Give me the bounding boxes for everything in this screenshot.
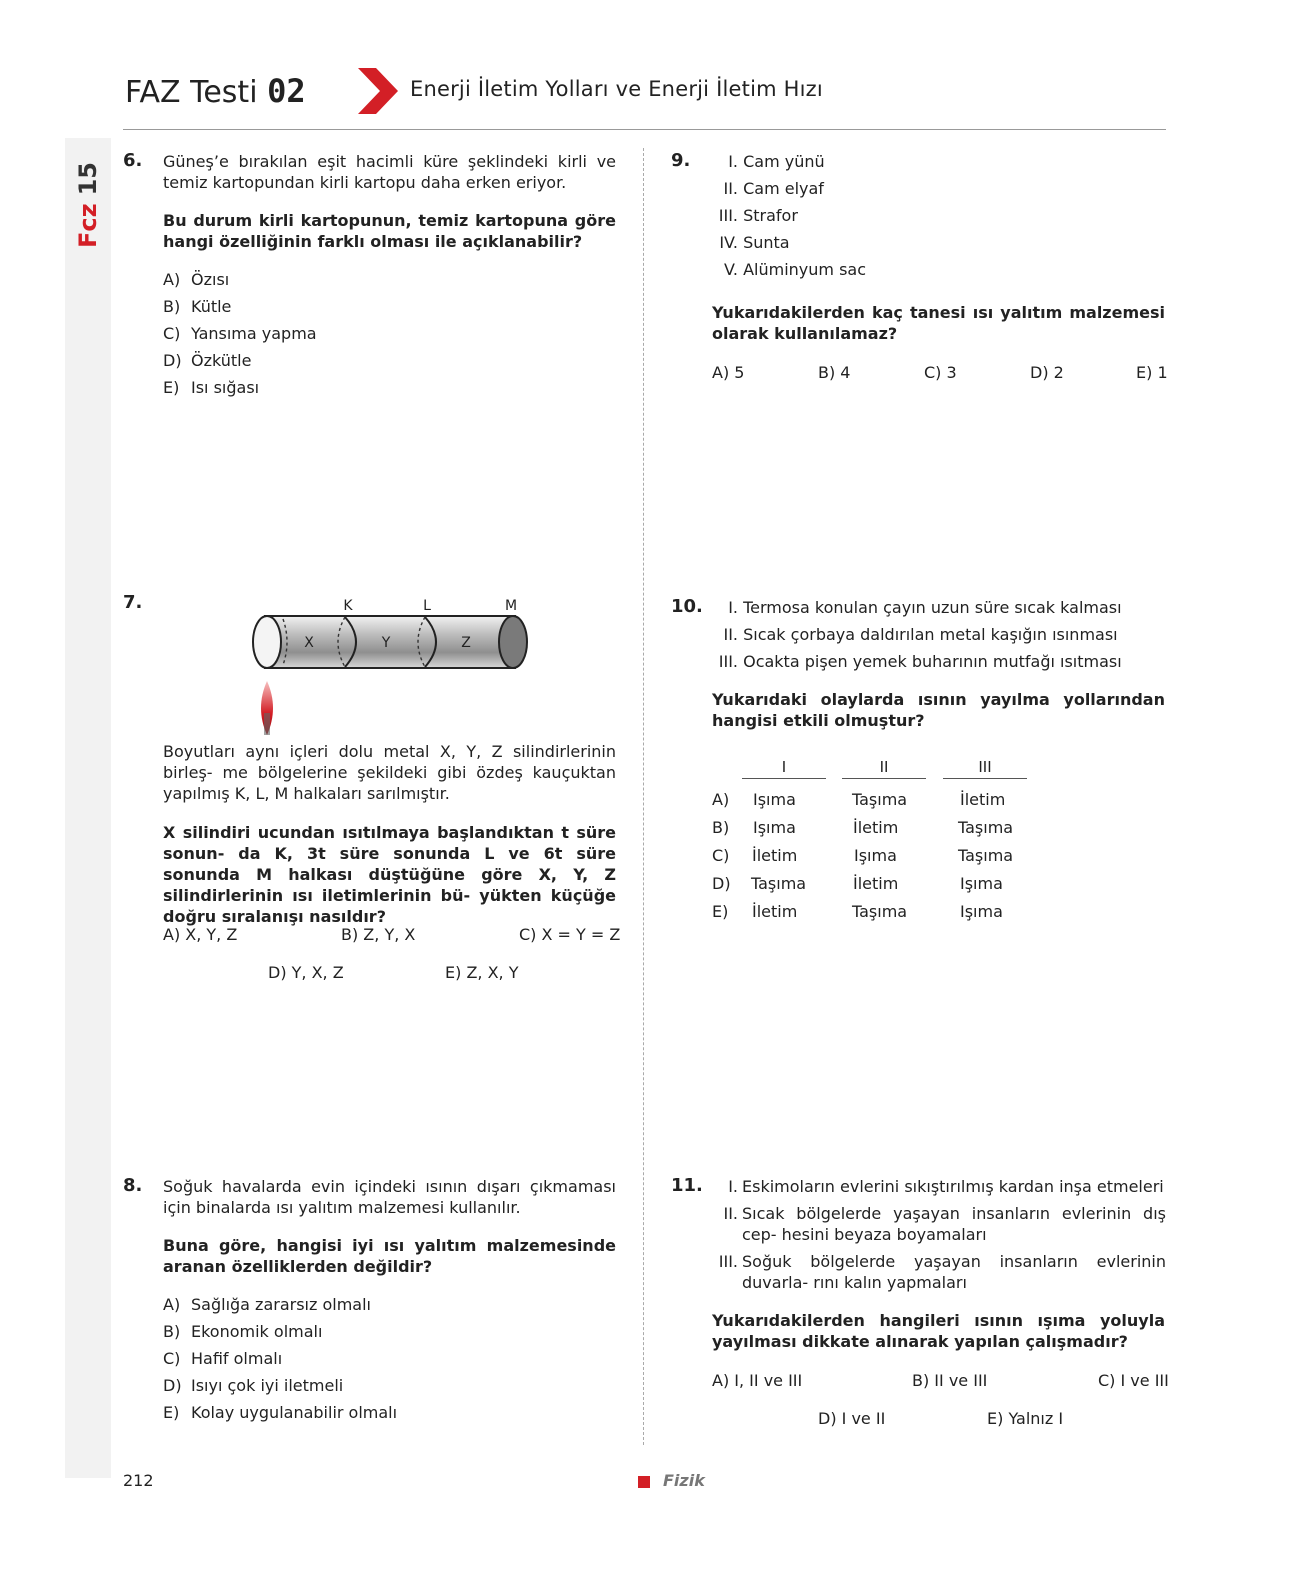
ring-label-l: L <box>423 598 431 614</box>
unit-brand: Fcz <box>74 203 102 248</box>
cylinder-label-z: Z <box>461 635 471 651</box>
question-10-items <box>706 597 1122 678</box>
test-subtitle: Enerji İletim Yolları ve Enerji İletim Hızı <box>410 77 823 101</box>
roman-item: I. Termosa konulan çayın uzun süre sıcak kalması <box>728 598 1122 617</box>
question-11-number: 11. <box>671 1175 703 1196</box>
answer-option[interactable]: B) Kütle <box>163 297 232 316</box>
answer-option[interactable]: E) Z, X, Y <box>445 963 519 982</box>
answer-option[interactable]: C) 3 <box>924 363 957 382</box>
answer-option[interactable]: D) 2 <box>1030 363 1064 382</box>
test-title <box>125 72 306 110</box>
question-8-options <box>163 1295 397 1430</box>
roman-item: II. Sıcak bölgelerde yaşayan insanların evlerinin dış cep- hesini beyaza boyamaları <box>723 1204 1166 1244</box>
roman-item: II. Sıcak çorbaya daldırılan metal kaşığın ısınması <box>723 625 1118 644</box>
question-11-items <box>706 1176 1166 1293</box>
answer-option[interactable]: D) Isıyı çok iyi iletmeli <box>163 1376 344 1395</box>
subject-label: Fizik <box>663 1471 705 1490</box>
answer-option[interactable]: D) I ve II <box>818 1409 886 1428</box>
table-header: III <box>943 758 1027 779</box>
question-7-text: Boyutları aynı içleri dolu metal X, Y, Z silindirlerinin birleş- me bölgelerine şekildeki gibi özdeş kauçuktan yapılmış K, L, M halkaları sarılmıştır. <box>163 742 616 803</box>
test-title-number: 02 <box>267 72 306 110</box>
header-divider <box>123 129 1166 130</box>
question-9-prompt: Yukarıdakilerden kaç tanesi ısı yalıtım malzemesi olarak kullanılamaz? <box>712 303 1165 343</box>
roman-item: I. Cam yünü <box>728 152 825 171</box>
question-7-number: 7. <box>123 592 143 613</box>
cylinder-label-x: X <box>304 635 314 651</box>
answer-option[interactable]: C) X = Y = Z <box>519 925 621 944</box>
cylinder-left-end <box>253 616 281 668</box>
answer-option[interactable]: C) I ve III <box>1098 1371 1169 1390</box>
roman-item: I. Eskimoların evlerini sıkıştırılmış kardan inşa etmeleri <box>728 1177 1164 1196</box>
answer-option[interactable]: B) 4 <box>818 363 851 382</box>
roman-item: V. Alüminyum sac <box>724 260 867 279</box>
answer-option[interactable]: C) Hafif olmalı <box>163 1349 283 1368</box>
answer-option[interactable]: E) 1 <box>1136 363 1168 382</box>
answer-option[interactable]: B) Ekonomik olmalı <box>163 1322 323 1341</box>
answer-option[interactable]: A) X, Y, Z <box>163 925 238 944</box>
side-strip <box>65 138 111 1478</box>
question-6-options <box>163 270 317 405</box>
question-10-prompt: Yukarıdaki olaylarda ısının yayılma yollarından hangisi etkili olmuştur? <box>712 690 1165 730</box>
question-8-prompt: Buna göre, hangisi iyi ısı yalıtım malzemesinde aranan özelliklerden değildir? <box>163 1236 616 1276</box>
roman-item: III. Strafor <box>718 206 798 225</box>
table-header: I <box>742 758 826 779</box>
question-8-number: 8. <box>123 1175 143 1196</box>
cylinder-label-y: Y <box>381 635 391 651</box>
question-8-text: Soğuk havalarda evin içindeki ısının dışarı çıkmaması için binalarda ısı yalıtım malzemesi kullanılır. <box>163 1177 616 1217</box>
ring-label-m: M <box>504 598 518 614</box>
roman-item: III. Ocakta pişen yemek buharının mutfağı ısıtması <box>718 652 1122 671</box>
roman-item: II. Cam elyaf <box>723 179 824 198</box>
unit-number: 15 <box>74 162 102 196</box>
answer-option[interactable]: D) Özkütle <box>163 351 252 370</box>
subject-square-icon <box>638 1476 650 1488</box>
answer-option[interactable]: B) Z, Y, X <box>341 925 416 944</box>
answer-option[interactable]: E) Isı sığası <box>163 378 260 397</box>
ring-label-k: K <box>343 598 353 614</box>
question-6-prompt: Bu durum kirli kartopunun, temiz kartopuna göre hangi özelliğinin farklı olması ile açıklanabilir? <box>163 211 616 251</box>
cylinder-figure <box>245 595 535 740</box>
roman-item: III. Soğuk bölgelerde yaşayan insanların evlerinin duvarla- rını kalın yapmaları <box>718 1252 1166 1292</box>
answer-option[interactable]: A) Sağlığa zararsız olmalı <box>163 1295 371 1314</box>
answer-option[interactable]: A) I, II ve III <box>712 1371 803 1390</box>
cylinder-right-end <box>499 616 527 668</box>
question-6-number: 6. <box>123 150 143 171</box>
unit-marker <box>72 150 104 260</box>
question-6-text: Güneş’e bırakılan eşit hacimli küre şeklindeki kirli ve temiz kartopundan kirli kartopu daha erken eriyor. <box>163 152 616 192</box>
answer-option[interactable]: C) Yansıma yapma <box>163 324 317 343</box>
question-11-prompt: Yukarıdakilerden hangileri ısının ışıma yoluyla yayılması dikkate alınarak yapılan çalışmadır? <box>712 1311 1165 1351</box>
answer-option[interactable]: A) Özısı <box>163 270 230 289</box>
question-7-prompt: X silindiri ucundan ısıtılmaya başlandıktan t süre sonun- da K, 3t süre sonunda L ve 6t süre sonunda M halkası düştüğüne göre X, Y, Z silindirlerinin ısı iletimlerinin bü- yükten küçüğe doğru sıralanışı nasıldır? <box>163 823 616 926</box>
answer-option[interactable]: A) 5 <box>712 363 745 382</box>
roman-item: IV. Sunta <box>719 233 790 252</box>
question-9-items <box>706 151 866 286</box>
question-10-number: 10. <box>671 596 703 617</box>
page-number: 212 <box>123 1471 154 1490</box>
question-9-number: 9. <box>671 150 691 171</box>
answer-option[interactable]: D) Y, X, Z <box>268 963 344 982</box>
test-title-prefix: FAZ Testi <box>125 75 258 110</box>
answer-option[interactable]: E) Kolay uygulanabilir olmalı <box>163 1403 398 1422</box>
chevron-right-icon <box>358 68 400 114</box>
answer-option[interactable]: B) II ve III <box>912 1371 988 1390</box>
column-divider <box>643 148 644 1445</box>
answer-option[interactable]: E) Yalnız I <box>987 1409 1064 1428</box>
table-header: II <box>842 758 926 779</box>
